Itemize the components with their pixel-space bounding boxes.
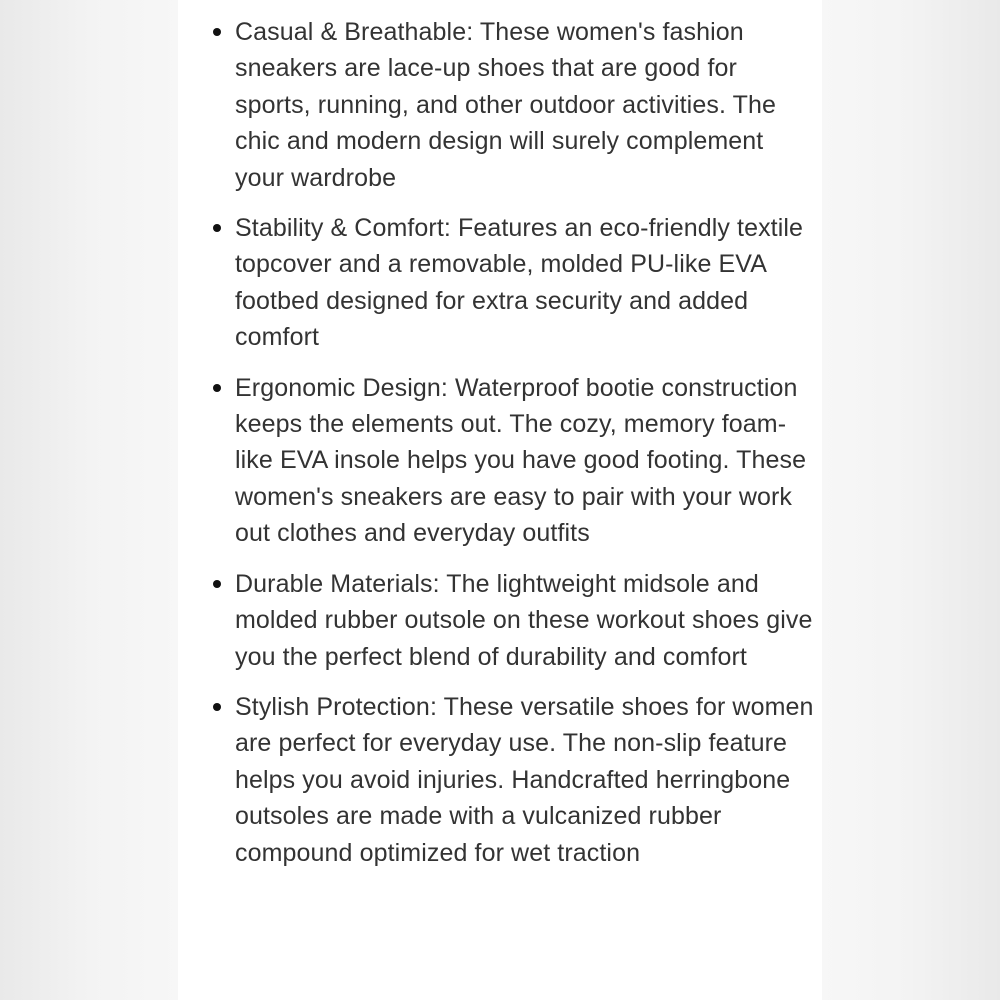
feature-bullet-text: Stability & Comfort: Features an eco-friendly textile topcover and a removable, molded PU-like EVA footbed designed for extra security and added comfort [235, 214, 804, 352]
feature-bullet-casual-breathable [178, 14, 822, 196]
bullet-point-icon [213, 224, 221, 232]
bullet-point-icon [213, 384, 221, 392]
feature-bullet-text: Stylish Protection: These versatile shoes for women are perfect for everyday use. The non-slip feature helps you avoid injuries. Handcrafted herringbone outsoles are made with a vulcanized rubber compound optimized for wet traction [235, 692, 814, 867]
feature-bullet-text: Casual & Breathable: These women's fashion sneakers are lace-up shoes that are good for sports, running, and other outdoor activities. The chic and modern design will surely complement your wardrobe [235, 18, 776, 192]
feature-bullet-stability-comfort [178, 210, 822, 356]
product-description-panel [178, 0, 822, 1000]
bullet-point-icon [213, 580, 221, 588]
feature-bullet-durable-materials [178, 566, 822, 675]
bullet-point-icon [213, 703, 221, 711]
feature-bullet-text: Ergonomic Design: Waterproof bootie construction keeps the elements out. The cozy, memory foam-like EVA insole helps you have good footing. These women's sneakers are easy to pair with your work out clothes and everyday outfits [235, 373, 807, 548]
bullet-point-icon [213, 28, 221, 36]
feature-bullet-ergonomic-design [178, 370, 822, 552]
feature-bullet-stylish-protection [178, 689, 822, 871]
feature-bullet-list [178, 0, 822, 871]
feature-bullet-text: Durable Materials: The lightweight midsole and molded rubber outsole on these workout shoes give you the perfect blend of durability and comfort [235, 569, 813, 671]
